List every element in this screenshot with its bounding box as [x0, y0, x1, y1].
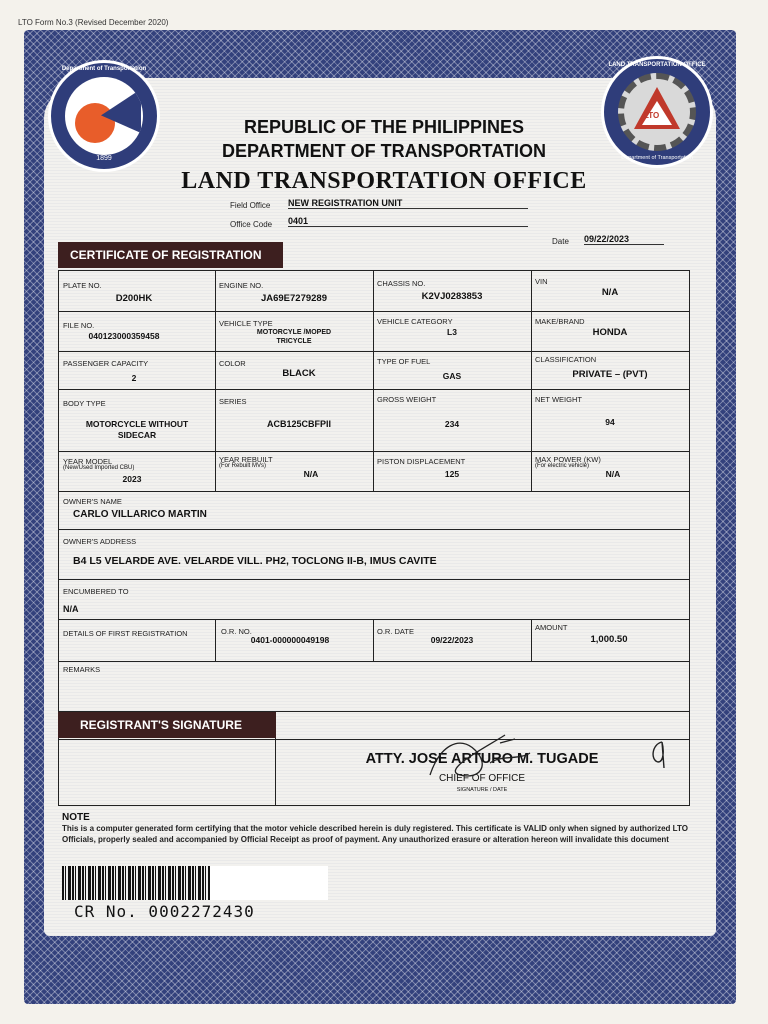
office-code-label: Office Code: [230, 220, 273, 229]
official-signature: [420, 725, 540, 785]
owner-name-label: OWNER'S NAME: [63, 497, 122, 506]
fuel-type-label: TYPE OF FUEL: [377, 357, 431, 366]
passenger-capacity-value: 2: [131, 373, 137, 383]
year-model-sublabel: (New/Used Imported CBU): [63, 465, 135, 471]
body-type-label: BODY TYPE: [63, 399, 106, 408]
gross-weight-label: GROSS WEIGHT: [377, 395, 437, 404]
certificate-title: CERTIFICATE OF REGISTRATION: [58, 242, 283, 268]
office-title: LAND TRANSPORTATION OFFICE: [181, 168, 587, 194]
engine-no-value: JA69E7279289: [260, 293, 328, 304]
barcode-blank: [210, 866, 328, 900]
vehicle-category-label: VEHICLE CATEGORY: [377, 317, 453, 326]
office-code-value: 0401: [288, 216, 528, 227]
remarks-label: REMARKS: [63, 665, 101, 674]
date-value: 09/22/2023: [584, 234, 664, 245]
passenger-capacity-label: PASSENGER CAPACITY: [63, 359, 149, 368]
vin-value: N/A: [601, 287, 619, 298]
amount-value: 1,000.50: [590, 634, 628, 645]
plate-no-label: PLATE NO.: [63, 281, 102, 290]
piston-displacement-value: 125: [444, 469, 460, 479]
note-title: NOTE: [62, 812, 90, 823]
net-weight-value: 94: [605, 417, 615, 427]
net-weight-label: NET WEIGHT: [535, 395, 582, 404]
vehicle-type-value-2: TRICYCLE: [276, 338, 312, 345]
file-no-label: FILE NO.: [63, 321, 95, 330]
owner-address-label: OWNER'S ADDRESS: [63, 537, 137, 546]
classification-label: CLASSIFICATION: [535, 355, 597, 364]
or-no-value: 0401-000000049198: [250, 635, 330, 645]
dotr-seal-icon: Department of Transportation 1899: [48, 60, 160, 172]
year-model-value: 2023: [122, 474, 142, 484]
file-no-value: 040123000359458: [88, 331, 160, 341]
classification-value: PRIVATE – (PVT): [572, 369, 648, 380]
color-label: COLOR: [219, 359, 246, 368]
note-block: [62, 812, 692, 845]
chassis-no-label: CHASSIS NO.: [377, 279, 426, 288]
plate-no-value: D200HK: [115, 293, 153, 304]
field-office-label: Field Office: [230, 201, 271, 210]
republic-title: REPUBLIC OF THE PHILIPPINES: [243, 117, 525, 137]
piston-displacement-label: PISTON DISPLACEMENT: [377, 457, 466, 466]
signature-date-label: SIGNATURE / DATE: [456, 787, 508, 793]
chassis-no-value: K2VJ0283853: [421, 291, 483, 302]
year-model-label: YEAR MODEL: [63, 457, 113, 466]
vin-label: VIN: [535, 277, 548, 286]
body-type-value: MOTORCYCLE WITHOUT: [85, 419, 189, 429]
year-rebuilt-label: YEAR REBUILT: [219, 455, 273, 464]
vehicle-type-value: MOTORCYLE /MOPED: [256, 329, 332, 336]
form-number: LTO Form No.3 (Revised December 2020): [18, 18, 169, 27]
year-rebuilt-sublabel: (For Rebuilt MVs): [219, 463, 267, 469]
or-no-label: O.R. NO.: [221, 627, 252, 636]
initial-mark: [648, 738, 670, 772]
year-rebuilt-value: N/A: [303, 469, 319, 479]
encumbered-value: N/A: [63, 604, 79, 614]
vehicle-category-value: L3: [447, 327, 457, 337]
official-title: CHIEF OF OFFICE: [438, 773, 526, 784]
barcode-icon: [62, 866, 210, 900]
max-power-value: N/A: [605, 469, 621, 479]
make-brand-value: HONDA: [592, 327, 628, 338]
or-date-label: O.R. DATE: [377, 627, 414, 636]
amount-label: AMOUNT: [535, 623, 568, 632]
date-label: Date: [552, 237, 569, 246]
max-power-sublabel: (For electric vehicle): [535, 463, 590, 469]
department-title: DEPARTMENT OF TRANSPORTATION: [222, 141, 546, 161]
vehicle-type-label: VEHICLE TYPE: [219, 319, 273, 328]
color-value: BLACK: [282, 368, 316, 379]
cr-number: CR No. 0002272430: [74, 902, 255, 921]
official-name: ATTY. JOSE ARTURO M. TUGADE: [365, 751, 599, 767]
make-brand-label: MAKE/BRAND: [535, 317, 585, 326]
or-date-value: 09/22/2023: [430, 635, 474, 645]
field-office-value: NEW REGISTRATION UNIT: [288, 198, 528, 209]
gross-weight-value: 234: [444, 419, 460, 429]
fuel-type-value: GAS: [442, 371, 462, 381]
max-power-label: MAX POWER (KW): [535, 455, 601, 464]
note-text: This is a computer generated form certifying that the motor vehicle described herein is duly registered. This certificate is VALID only when signed by authorized LTO Officials, properly sealed and accompanied by Official Receipt as proof of payment. Any unauthorized erasure or alteration hereon will invalidate this document: [62, 824, 688, 844]
lto-seal-icon: LAND TRANSPORTATION OFFICE LTO Department of Transportation: [601, 56, 713, 168]
first-registration-label: DETAILS OF FIRST REGISTRATION: [63, 629, 188, 638]
series-value: ACB125CBFPII: [266, 419, 331, 429]
owner-name-value: CARLO VILLARICO MARTIN: [73, 509, 207, 520]
engine-no-label: ENGINE NO.: [219, 281, 264, 290]
series-label: SERIES: [219, 397, 247, 406]
encumbered-label: ENCUMBERED TO: [63, 587, 129, 596]
registrant-signature-label: REGISTRANT'S SIGNATURE: [58, 712, 276, 738]
owner-address-value: B4 L5 VELARDE AVE. VELARDE VILL. PH2, TOCLONG II-B, IMUS CAVITE: [73, 555, 437, 567]
body-type-value-2: SIDECAR: [117, 430, 157, 440]
